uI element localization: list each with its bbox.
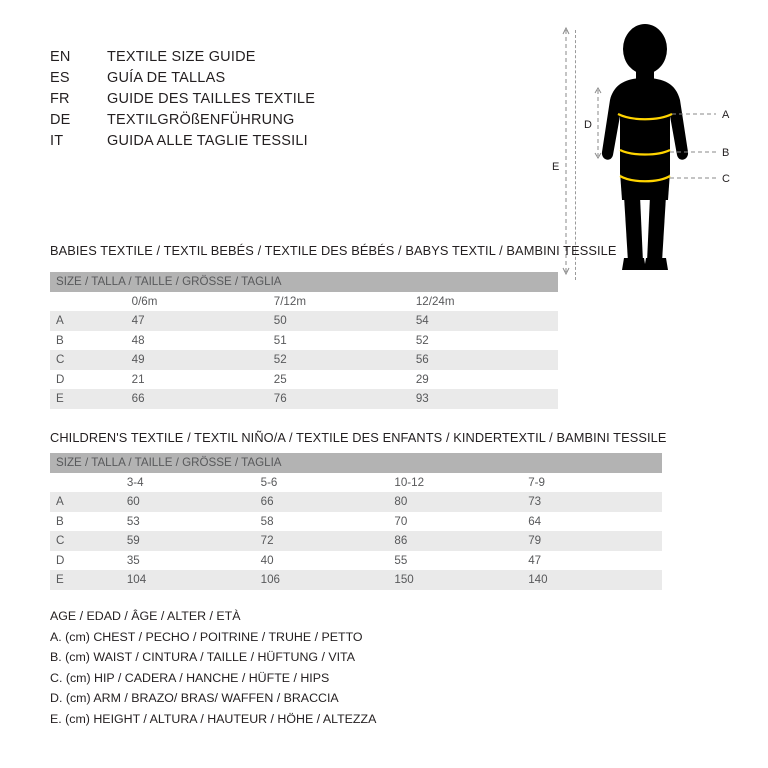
cell-value: 25 — [274, 370, 416, 390]
row-label: C — [50, 531, 127, 551]
language-code: DE — [50, 112, 71, 128]
babies-size-table — [50, 272, 558, 409]
row-label: A — [50, 492, 127, 512]
table-header-row — [50, 453, 662, 473]
cell-value: 140 — [528, 570, 662, 590]
cell-value: 47 — [528, 551, 662, 571]
table-row — [50, 311, 558, 331]
cell-value: 55 — [394, 551, 528, 571]
cell-value: 106 — [261, 570, 395, 590]
cell-value: 47 — [132, 311, 274, 331]
column-header: 0/6m — [132, 292, 274, 312]
table-row — [50, 531, 662, 551]
language-code: EN — [50, 49, 71, 65]
cell-value: 66 — [261, 492, 395, 512]
children-section-title: CHILDREN'S TEXTILE / TEXTIL NIÑO/A / TEXTILE DES ENFANTS / KINDERTEXTIL / BAMBINI TESSILE — [50, 430, 667, 445]
language-title: GUIDE DES TAILLES TEXTILE — [107, 91, 316, 107]
row-label: E — [50, 570, 127, 590]
cell-value: 52 — [274, 350, 416, 370]
cell-value: 48 — [132, 331, 274, 351]
column-header: 7-9 — [528, 473, 662, 493]
language-row — [50, 132, 480, 151]
cell-value: 29 — [416, 370, 558, 390]
table-row — [50, 331, 558, 351]
column-header: 3-4 — [127, 473, 261, 493]
legend-line-arm: D. (cm) ARM / BRAZO/ BRAS/ WAFFEN / BRACCIA — [50, 691, 339, 706]
language-title-list — [50, 48, 480, 153]
language-title: GUÍA DE TALLAS — [107, 70, 226, 86]
cell-value: 64 — [528, 512, 662, 532]
cell-value: 73 — [528, 492, 662, 512]
cell-value: 80 — [394, 492, 528, 512]
language-row — [50, 111, 480, 130]
babies-section-title: BABIES TEXTILE / TEXTIL BEBÉS / TEXTILE DES BÉBÉS / BABYS TEXTIL / BAMBINI TESSILE — [50, 243, 617, 258]
empty-corner — [50, 292, 132, 312]
empty-corner — [50, 473, 127, 493]
row-label: E — [50, 389, 132, 409]
cell-value: 70 — [394, 512, 528, 532]
children-size-table — [50, 453, 662, 590]
cell-value: 76 — [274, 389, 416, 409]
language-row — [50, 90, 480, 109]
column-header: 7/12m — [274, 292, 416, 312]
cell-value: 150 — [394, 570, 528, 590]
table-row — [50, 512, 662, 532]
cell-value: 35 — [127, 551, 261, 571]
language-title: TEXTILE SIZE GUIDE — [107, 49, 256, 65]
size-header-label: SIZE / TALLA / TAILLE / GRÖSSE / TAGLIA — [50, 272, 558, 292]
legend-line-height: E. (cm) HEIGHT / ALTURA / HAUTEUR / HÖHE / ALTEZZA — [50, 711, 377, 726]
legend-line-age: AGE / EDAD / ÂGE / ALTER / ETÀ — [50, 609, 241, 623]
cell-value: 60 — [127, 492, 261, 512]
cell-value: 93 — [416, 389, 558, 409]
measurement-legend — [50, 606, 376, 730]
cell-value: 104 — [127, 570, 261, 590]
table-column-row — [50, 292, 558, 312]
cell-value: 52 — [416, 331, 558, 351]
column-header: 10-12 — [394, 473, 528, 493]
cell-value: 72 — [261, 531, 395, 551]
figure-label-d: D — [584, 119, 592, 131]
cell-value: 56 — [416, 350, 558, 370]
table-row — [50, 551, 662, 571]
row-label: D — [50, 551, 127, 571]
row-label: B — [50, 331, 132, 351]
cell-value: 66 — [132, 389, 274, 409]
figure-label-b: B — [722, 147, 730, 159]
cell-value: 54 — [416, 311, 558, 331]
language-code: FR — [50, 91, 70, 107]
cell-value: 53 — [127, 512, 261, 532]
language-code: ES — [50, 70, 70, 86]
language-title: GUIDA ALLE TAGLIE TESSILI — [107, 133, 308, 149]
language-row — [50, 48, 480, 67]
language-row — [50, 69, 480, 88]
row-label: C — [50, 350, 132, 370]
row-label: B — [50, 512, 127, 532]
language-code: IT — [50, 133, 64, 149]
cell-value: 49 — [132, 350, 274, 370]
legend-line-hip: C. (cm) HIP / CADERA / HANCHE / HÜFTE / HIPS — [50, 670, 330, 685]
cell-value: 58 — [261, 512, 395, 532]
figure-label-a: A — [722, 109, 730, 121]
figure-label-e: E — [552, 161, 560, 173]
column-header: 5-6 — [261, 473, 395, 493]
cell-value: 86 — [394, 531, 528, 551]
table-row — [50, 389, 558, 409]
language-title: TEXTILGRÖßENFÜHRUNG — [107, 112, 295, 128]
row-label: A — [50, 311, 132, 331]
cell-value: 51 — [274, 331, 416, 351]
legend-line-chest: A. (cm) CHEST / PECHO / POITRINE / TRUHE / PETTO — [50, 629, 363, 644]
cell-value: 40 — [261, 551, 395, 571]
cell-value: 79 — [528, 531, 662, 551]
table-row — [50, 370, 558, 390]
table-column-row — [50, 473, 662, 493]
table-row — [50, 570, 662, 590]
cell-value: 59 — [127, 531, 261, 551]
column-header: 12/24m — [416, 292, 558, 312]
cell-value: 21 — [132, 370, 274, 390]
table-row — [50, 350, 558, 370]
row-label: D — [50, 370, 132, 390]
figure-label-c: C — [722, 173, 730, 185]
size-header-label: SIZE / TALLA / TAILLE / GRÖSSE / TAGLIA — [50, 453, 662, 473]
table-row — [50, 492, 662, 512]
legend-line-waist: B. (cm) WAIST / CINTURA / TAILLE / HÜFTUNG / VITA — [50, 650, 355, 665]
cell-value: 50 — [274, 311, 416, 331]
table-header-row — [50, 272, 558, 292]
